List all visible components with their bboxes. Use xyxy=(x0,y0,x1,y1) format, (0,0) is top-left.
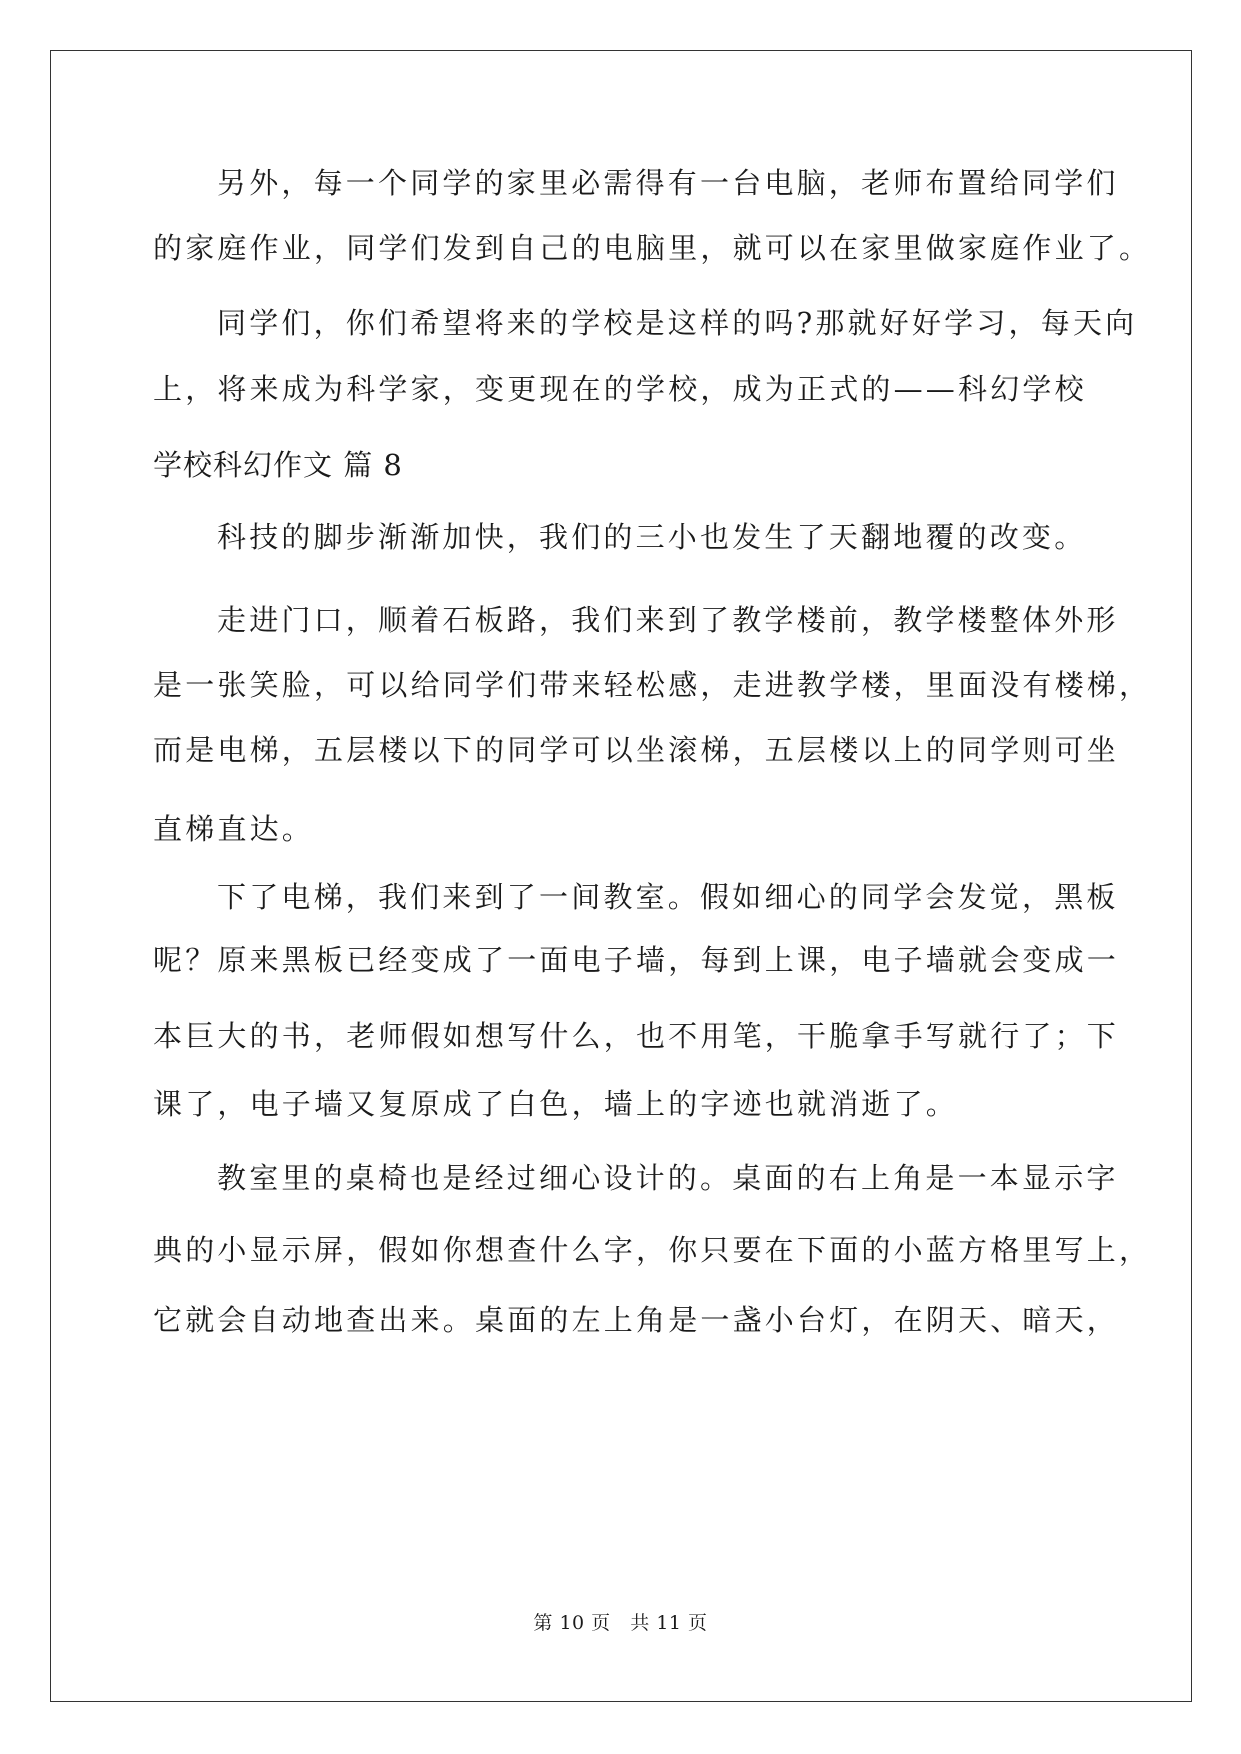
text-line: 上，将来成为科学家，变更现在的学校，成为正式的——科幻学校 xyxy=(153,372,1087,406)
section-heading: 学校科幻作文 篇 8 xyxy=(153,448,403,482)
text-line: 它就会自动地查出来。桌面的左上角是一盏小台灯，在阴天、暗天， xyxy=(153,1303,1120,1337)
text-line: 而是电梯，五层楼以下的同学可以坐滚梯，五层楼以上的同学则可坐 xyxy=(153,733,1120,767)
text-line: 教室里的桌椅也是经过细心设计的。桌面的右上角是一本显示字 xyxy=(217,1161,1119,1195)
text-line: 直梯直达。 xyxy=(153,812,315,846)
text-line: 的家庭作业，同学们发到自己的电脑里，就可以在家里做家庭作业了。 xyxy=(153,231,1152,265)
text-line: 是一张笑脸，可以给同学们带来轻松感，走进教学楼，里面没有楼梯， xyxy=(153,668,1152,702)
text-line: 另外，每一个同学的家里必需得有一台电脑，老师布置给同学们 xyxy=(217,166,1119,200)
page-number-footer: 第 10 页 共 11 页 xyxy=(533,1612,708,1634)
text-line: 下了电梯，我们来到了一间教室。假如细心的同学会发觉，黑板 xyxy=(217,880,1119,914)
text-line: 典的小显示屏，假如你想查什么字，你只要在下面的小蓝方格里写上， xyxy=(153,1233,1152,1267)
text-line: 本巨大的书，老师假如想写什么，也不用笔，干脆拿手写就行了；下 xyxy=(153,1019,1120,1053)
text-line: 科技的脚步渐渐加快，我们的三小也发生了天翻地覆的改变。 xyxy=(217,520,1087,554)
page-border xyxy=(50,50,1192,1702)
text-line: 课了，电子墙又复原成了白色，墙上的字迹也就消逝了。 xyxy=(153,1087,959,1121)
text-line: 走进门口，顺着石板路，我们来到了教学楼前，教学楼整体外形 xyxy=(217,603,1119,637)
text-line: 呢？原来黑板已经变成了一面电子墙，每到上课，电子墙就会变成一 xyxy=(153,943,1120,977)
text-line: 同学们，你们希望将来的学校是这样的吗?那就好好学习，每天向 xyxy=(217,306,1138,340)
